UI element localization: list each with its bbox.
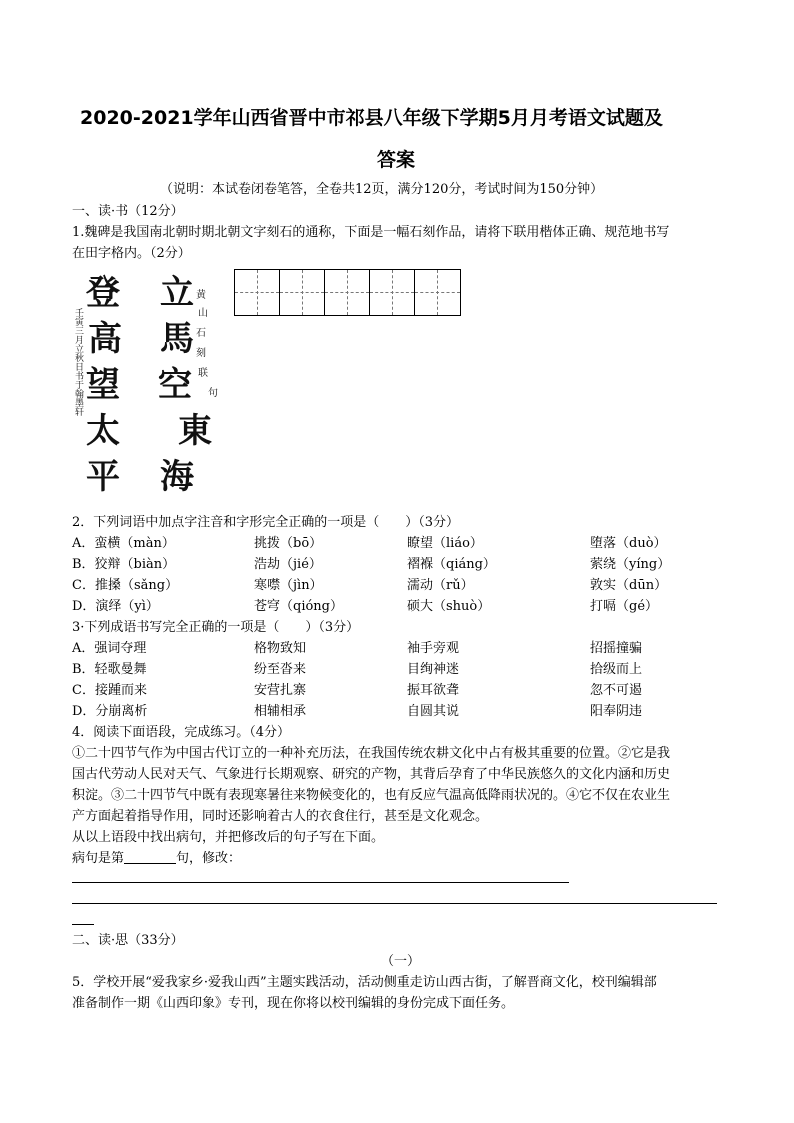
- q3-d1: D．分崩离析: [72, 704, 148, 719]
- q2-a3: 瞭望（liáo）: [407, 536, 483, 551]
- q3-a4: 招摇撞骗: [590, 641, 643, 656]
- q2-b1: B．狡辩（biàn）: [72, 557, 176, 572]
- section-2-heading: 二、读·思（33分）: [72, 933, 184, 948]
- q2-d4: 打嗝（gé）: [590, 599, 659, 614]
- tianzige-cell[interactable]: [415, 270, 460, 315]
- calligraphy-image: [74, 268, 222, 504]
- q3-b3: 目绚神迷: [407, 662, 460, 677]
- q2-b3: 褶褓（qiáng）: [407, 557, 496, 572]
- q3-stem: 3·下列成语书写完全正确的一项是（ ）（3分）: [72, 620, 360, 635]
- calli-small-6: 句: [208, 388, 218, 399]
- q2-c2: 寒噤（jìn）: [254, 578, 323, 593]
- q2-d2: 苍穹（qióng）: [254, 599, 344, 614]
- q3-c4: 忽不可遏: [590, 683, 643, 698]
- q2-a1: A．蛮横（màn）: [72, 536, 175, 551]
- calli-small-5: 联: [198, 368, 208, 379]
- q2-c4: 敦实（dūn）: [590, 578, 668, 593]
- q3-c3: 振耳欲聋: [407, 683, 460, 698]
- tianzige-cell[interactable]: [370, 270, 415, 315]
- tianzige-cell[interactable]: [235, 270, 280, 315]
- q3-d3: 自圆其说: [407, 704, 460, 719]
- q3-c1: C．接踵而来: [72, 683, 147, 698]
- q1-text-line2: 在田字格内。（2分）: [72, 246, 191, 261]
- part-one-label: （一）: [381, 954, 421, 969]
- q2-c3: 濡动（rǔ）: [407, 578, 474, 593]
- answer-rule-3[interactable]: [72, 924, 94, 925]
- q2-a4: 堕落（duò）: [590, 536, 667, 551]
- calli-char-r4: 東: [178, 411, 212, 451]
- q3-a2: 格物致知: [254, 641, 307, 656]
- q3-d2: 相辅相承: [254, 704, 307, 719]
- q3-b1: B．轻歌曼舞: [72, 662, 147, 677]
- q3-b4: 拾级而上: [590, 662, 643, 677]
- q3-b2: 纷至沓来: [254, 662, 307, 677]
- q4-para-line2: 国古代劳动人民对天气、气象进行长期观察、研究的产物，其背后孕育了中华民族悠久的文化内涵和历史: [72, 767, 671, 782]
- calli-char-l4: 太: [86, 411, 120, 451]
- calli-char-r3: 空: [158, 365, 192, 405]
- calli-char-l2: 高: [88, 319, 122, 359]
- calli-small-4: 刻: [196, 348, 206, 359]
- q2-d3: 硕大（shuò）: [407, 599, 491, 614]
- doc-title-line1: 2020-2021学年山西省晋中市祁县八年级下学期5月月考语文试题及: [80, 107, 663, 129]
- q4-stem: 4．阅读下面语段，完成练习。（4分）: [72, 725, 291, 740]
- calli-char-r1: 立: [160, 273, 194, 313]
- q4-answer-suffix: 句，修改：: [176, 851, 242, 866]
- q4-para-line1: ①二十四节气作为中国古代订立的一种补充历法，在我国传统农耕文化中占有极其重要的位置。②它是我: [72, 746, 671, 761]
- q2-stem: 2．下列词语中加点字注音和字形完全正确的一项是（ ）（3分）: [72, 515, 460, 530]
- q2-b2: 浩劫（jié）: [254, 557, 322, 572]
- q4-para-line3: 积淀。③二十四节气中既有表现寒暑往来物候变化的，也有反应气温高低降雨状况的。④它不仅在农业生: [72, 788, 671, 803]
- exam-note: （说明：本试卷闭卷笔答，全卷共12页，满分120分，考试时间为150分钟）: [160, 182, 604, 197]
- q3-c2: 安营扎寨: [254, 683, 307, 698]
- section-1-heading: 一、读·书（12分）: [72, 204, 184, 219]
- answer-rule-1[interactable]: [72, 882, 569, 883]
- calli-small-2: 山: [198, 308, 208, 319]
- q2-d1: D．演绎（yì）: [72, 599, 159, 614]
- q2-b4: 萦绕（yíng）: [590, 557, 671, 572]
- answer-rule-2[interactable]: [72, 903, 717, 904]
- q4-instruction: 从以上语段中找出病句，并把修改后的句子写在下面。: [72, 830, 385, 845]
- calli-char-l1: 登: [86, 273, 120, 313]
- q4-answer-prefix: 病句是第: [72, 851, 125, 866]
- q2-c1: C．推搡（sǎng）: [72, 578, 179, 593]
- calli-char-l5: 平: [86, 457, 120, 497]
- calli-small-3: 石: [196, 328, 206, 339]
- doc-title-line2: 答案: [377, 149, 416, 171]
- calli-small-1: 黄: [196, 290, 206, 301]
- q3-a3: 袖手旁观: [407, 641, 460, 656]
- tianzige-grid[interactable]: [234, 269, 461, 316]
- q2-a2: 挑拨（bō）: [254, 536, 323, 551]
- q1-text-line1: 1.魏碑是我国南北朝时期北朝文字刻石的通称，下面是一幅石刻作品，请将下联用楷体正确、规范地书写: [72, 225, 670, 240]
- tianzige-cell[interactable]: [325, 270, 370, 315]
- sentence-number-blank[interactable]: [124, 849, 176, 864]
- q4-answer-line: [72, 849, 241, 869]
- calli-char-r2: 馬: [160, 319, 194, 359]
- calli-char-l3: 望: [86, 365, 120, 405]
- inscription-left: 壬寅三月立秋日书于翰墨轩: [74, 308, 83, 416]
- tianzige-cell[interactable]: [280, 270, 325, 315]
- q4-para-line4: 产方面起着指导作用，同时还影响着古人的衣食住行，甚至是文化观念。: [72, 809, 489, 824]
- q3-a1: A．强词夺理: [72, 641, 147, 656]
- calli-char-r5: 海: [160, 457, 194, 497]
- q3-d4: 阳奉阴违: [590, 704, 643, 719]
- q5-text-line1: 5．学校开展“爱我家乡·爱我山西”主题实践活动，活动侧重走访山西古街，了解晋商文化，校刊编辑部: [72, 975, 657, 990]
- q5-text-line2: 准备制作一期《山西印象》专刊，现在你将以校刊编辑的身份完成下面任务。: [72, 996, 515, 1011]
